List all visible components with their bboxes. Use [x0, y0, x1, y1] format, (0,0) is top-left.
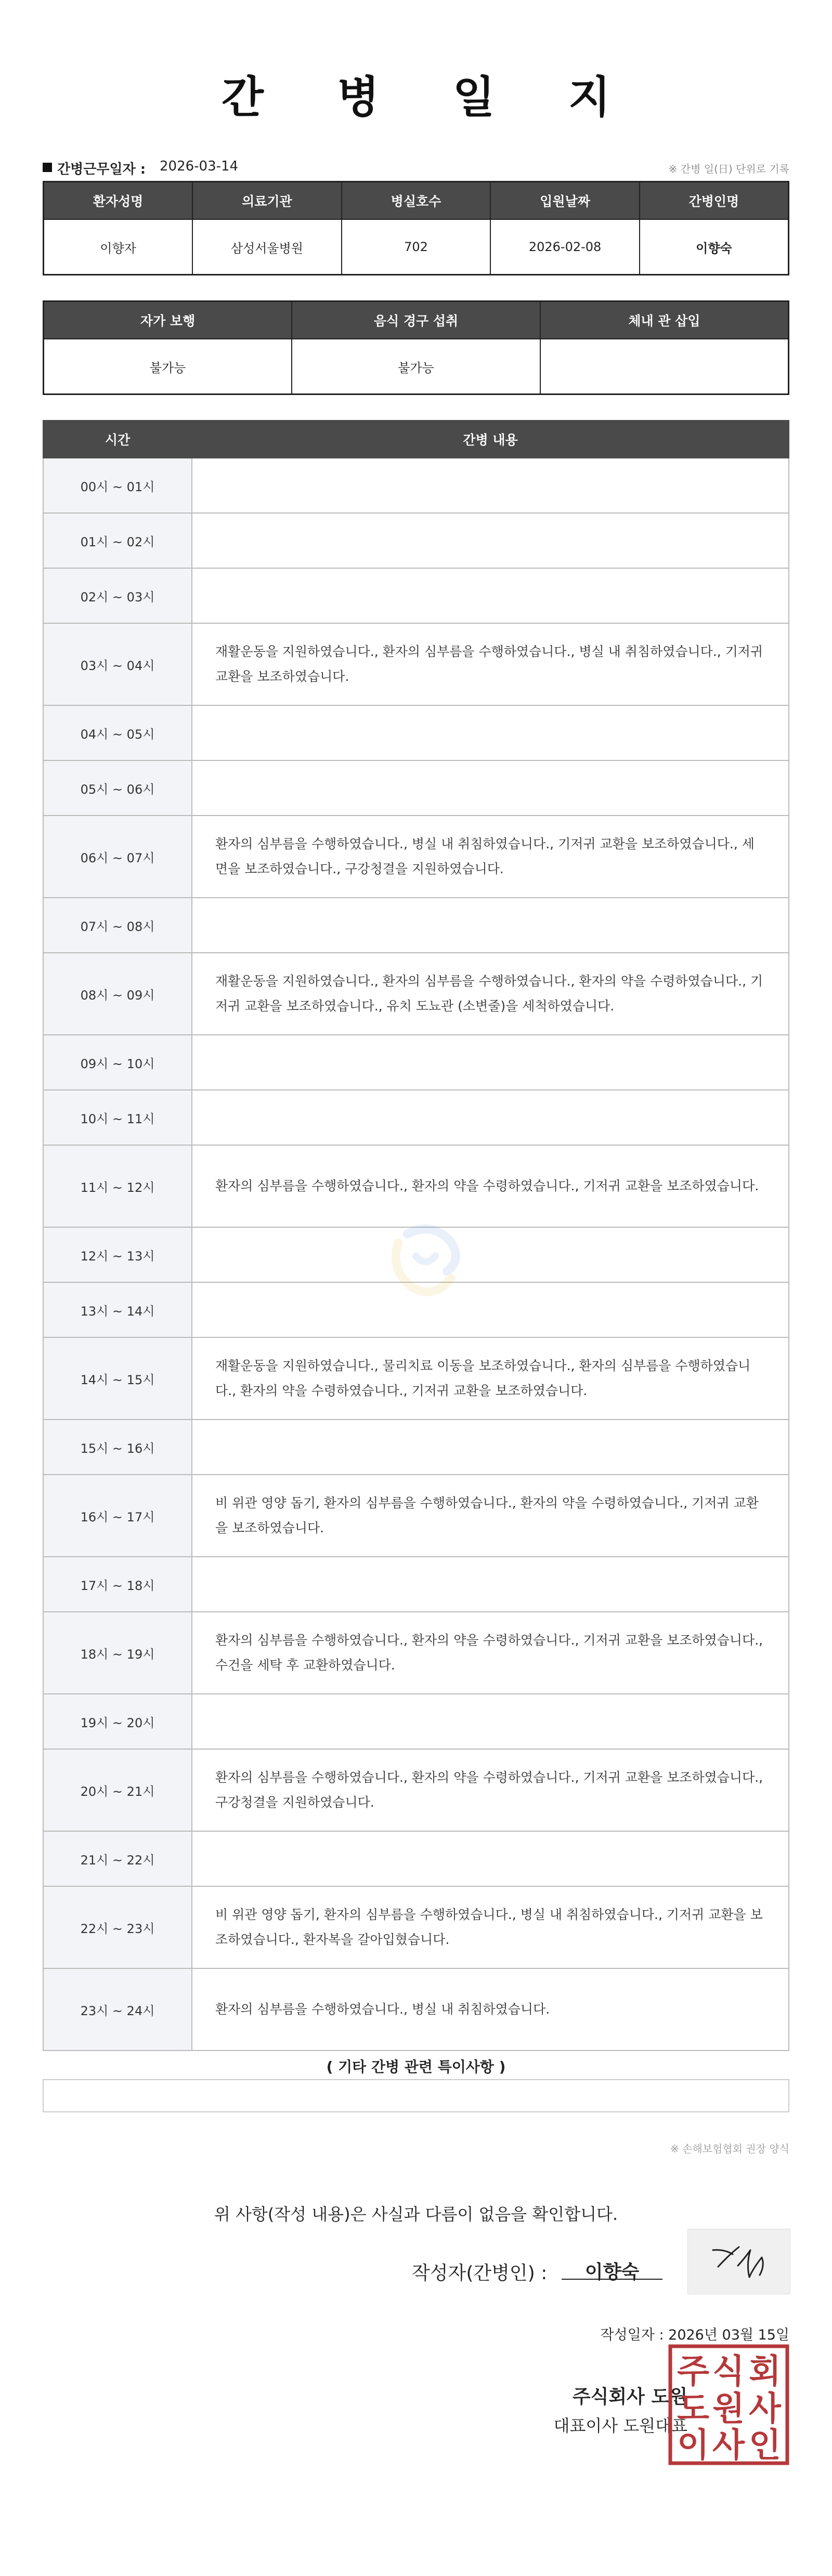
signature-icon	[688, 2229, 790, 2294]
writer-label: 작성자(간병인) :	[412, 2263, 548, 2284]
self-walking-value: 불가능	[44, 339, 292, 395]
care-log-row	[43, 458, 789, 513]
care-log-row	[43, 1968, 789, 2051]
care-log-content	[192, 1831, 789, 1886]
special-notes-box	[43, 2079, 789, 2112]
care-log-content	[192, 1035, 789, 1090]
svg-text:이: 이	[677, 2426, 709, 2465]
care-log-time: 05시 ~ 06시	[43, 760, 192, 816]
care-log-time: 20시 ~ 21시	[43, 1749, 192, 1831]
care-log-time: 08시 ~ 09시	[43, 953, 192, 1035]
svg-text:원: 원	[712, 2390, 745, 2428]
patient-info-table	[43, 181, 789, 275]
care-log-time: 21시 ~ 22시	[43, 1831, 192, 1886]
confirmation-statement: 위 사항(작성 내용)은 사실과 다름이 없음을 확인합니다.	[214, 2204, 618, 2224]
care-log-time: 09시 ~ 10시	[43, 1035, 192, 1090]
care-log-content: 환자의 심부름을 수행하였습니다., 병실 내 취침하였습니다., 기저귀 교환을 보조하였습니다., 세면을 보조하였습니다., 구강청결을 지원하였습니다.	[192, 816, 789, 898]
svg-text:회: 회	[749, 2352, 781, 2391]
company-seal-icon	[668, 2344, 789, 2465]
care-log-content: 환자의 심부름을 수행하였습니다., 병실 내 취침하였습니다.	[192, 1968, 789, 2051]
care-log-content	[192, 760, 789, 816]
care-log-time: 11시 ~ 12시	[43, 1145, 192, 1227]
care-log-content: 재활운동을 지원하였습니다., 물리치료 이동을 보조하였습니다., 환자의 심부름을 수행하였습니다., 환자의 약을 수령하였습니다., 기저귀 교환을 보조하였습니다.	[192, 1337, 789, 1420]
care-log-row	[43, 1557, 789, 1612]
care-log-time: 14시 ~ 15시	[43, 1337, 192, 1420]
care-log-content: 환자의 심부름을 수행하였습니다., 환자의 약을 수령하였습니다., 기저귀 교환을 보조하였습니다., 수건을 세탁 후 교환하였습니다.	[192, 1612, 789, 1694]
header-care-content: 간병 내용	[192, 420, 789, 458]
work-date-label: 간병근무일자 :	[57, 162, 146, 177]
svg-text:주: 주	[677, 2352, 709, 2391]
write-date: 작성일자 : 2026년 03월 15일	[600, 2327, 789, 2343]
header-oral-intake: 음식 경구 섭취	[292, 301, 540, 339]
work-date-value: 2026-03-14	[160, 159, 239, 174]
care-log-time: 02시 ~ 03시	[43, 568, 192, 623]
svg-text:식: 식	[712, 2352, 745, 2391]
hospital-name: 삼성서울병원	[192, 219, 342, 275]
care-log-row	[43, 1337, 789, 1420]
care-log-row	[43, 705, 789, 760]
svg-text:사: 사	[712, 2426, 745, 2465]
care-log-content	[192, 568, 789, 623]
header-hospital: 의료기관	[192, 182, 342, 220]
svg-text:도: 도	[677, 2390, 709, 2428]
work-date-note: ※ 간병 일(日) 단위로 기록	[668, 163, 789, 175]
admission-date: 2026-02-08	[490, 219, 640, 275]
header-patient-name: 환자성명	[44, 182, 193, 220]
care-log-content	[192, 898, 789, 953]
care-log-content	[192, 1694, 789, 1749]
care-log-row	[43, 568, 789, 623]
care-log-content	[192, 1420, 789, 1475]
oral-intake-value: 불가능	[292, 339, 540, 395]
care-log-content: 환자의 심부름을 수행하였습니다., 환자의 약을 수령하였습니다., 기저귀 교환을 보조하였습니다., 구강청결을 지원하였습니다.	[192, 1749, 789, 1831]
care-log-time: 10시 ~ 11시	[43, 1090, 192, 1145]
care-log-content	[192, 1227, 789, 1282]
svg-text:사: 사	[749, 2390, 781, 2428]
care-log-time: 04시 ~ 05시	[43, 705, 192, 760]
care-log-row	[43, 898, 789, 953]
care-log-time: 16시 ~ 17시	[43, 1475, 192, 1557]
care-log-content	[192, 458, 789, 513]
header-time: 시간	[43, 420, 192, 458]
header-caregiver-name: 간병인명	[640, 182, 789, 220]
tube-insertion-value	[540, 339, 789, 395]
care-log-row	[43, 1886, 789, 1968]
care-log-row	[43, 1749, 789, 1831]
header-self-walking: 자가 보행	[44, 301, 292, 339]
care-log-content	[192, 1557, 789, 1612]
room-number: 702	[342, 219, 491, 275]
care-log-row	[43, 1145, 789, 1227]
care-log-content: 재활운동을 지원하였습니다., 환자의 심부름을 수행하였습니다., 환자의 약을 수령하였습니다., 기저귀 교환을 보조하였습니다., 유치 도뇨관 (소변줄)을 세척하였습니다.	[192, 953, 789, 1035]
care-log-time: 12시 ~ 13시	[43, 1227, 192, 1282]
care-log-row	[43, 760, 789, 816]
care-log-row	[43, 953, 789, 1035]
care-log-row	[43, 1612, 789, 1694]
care-log-time: 07시 ~ 08시	[43, 898, 192, 953]
care-log-content: 비 위관 영양 돕기, 환자의 심부름을 수행하였습니다., 병실 내 취침하였습니다., 기저귀 교환을 보조하였습니다., 환자복을 갈아입혔습니다.	[192, 1886, 789, 1968]
care-log-time: 18시 ~ 19시	[43, 1612, 192, 1694]
header-tube-insertion: 체내 관 삽입	[540, 301, 789, 339]
care-log-time: 22시 ~ 23시	[43, 1886, 192, 1968]
writer-underline	[562, 2279, 662, 2280]
care-log-time: 13시 ~ 14시	[43, 1282, 192, 1337]
care-log-content: 환자의 심부름을 수행하였습니다., 환자의 약을 수령하였습니다., 기저귀 교환을 보조하였습니다.	[192, 1145, 789, 1227]
header-room-number: 병실호수	[342, 182, 491, 220]
care-log-content	[192, 1090, 789, 1145]
watermark-logo-icon	[381, 1216, 469, 1305]
signature-box	[687, 2229, 790, 2294]
form-source-note: ※ 손해보험협회 권장 양식	[670, 2143, 789, 2155]
care-log-time: 15시 ~ 16시	[43, 1420, 192, 1475]
care-log-content: 비 위관 영양 돕기, 환자의 심부름을 수행하였습니다., 환자의 약을 수령하였습니다., 기저귀 교환을 보조하였습니다.	[192, 1475, 789, 1557]
square-bullet-icon	[43, 163, 52, 172]
care-log-row	[43, 1035, 789, 1090]
care-log-content	[192, 705, 789, 760]
care-log-content	[192, 513, 789, 568]
care-log-row	[43, 1694, 789, 1749]
svg-text:인: 인	[749, 2426, 781, 2465]
writer-name: 이향숙	[584, 2262, 640, 2283]
caregiver-name: 이향숙	[640, 219, 789, 275]
company-name: 주식회사 도원	[572, 2386, 687, 2408]
care-log-row	[43, 1090, 789, 1145]
care-log-time: 23시 ~ 24시	[43, 1968, 192, 2051]
care-log-row	[43, 1420, 789, 1475]
patient-name: 이향자	[44, 219, 193, 275]
care-log-row	[43, 513, 789, 568]
work-date-line	[43, 159, 789, 177]
care-log-content: 재활운동을 지원하였습니다., 환자의 심부름을 수행하였습니다., 병실 내 취침하였습니다., 기저귀 교환을 보조하였습니다.	[192, 623, 789, 705]
care-log-row	[43, 816, 789, 898]
care-log-time: 06시 ~ 07시	[43, 816, 192, 898]
care-log-row	[43, 1831, 789, 1886]
care-log-time: 01시 ~ 02시	[43, 513, 192, 568]
care-log-time: 00시 ~ 01시	[43, 458, 192, 513]
patient-status-table	[43, 300, 789, 395]
header-admission-date: 입원날짜	[490, 182, 640, 220]
care-log-time: 03시 ~ 04시	[43, 623, 192, 705]
document-title: 간 병 일 지	[221, 72, 640, 123]
ceo-name: 대표이사 도원대표	[553, 2416, 687, 2436]
care-log-time: 17시 ~ 18시	[43, 1557, 192, 1612]
care-log-row	[43, 1475, 789, 1557]
special-notes-title: ( 기타 간병 관련 특이사항 )	[326, 2058, 506, 2075]
care-log-row	[43, 623, 789, 705]
care-log-time: 19시 ~ 20시	[43, 1694, 192, 1749]
care-log-content	[192, 1282, 789, 1337]
